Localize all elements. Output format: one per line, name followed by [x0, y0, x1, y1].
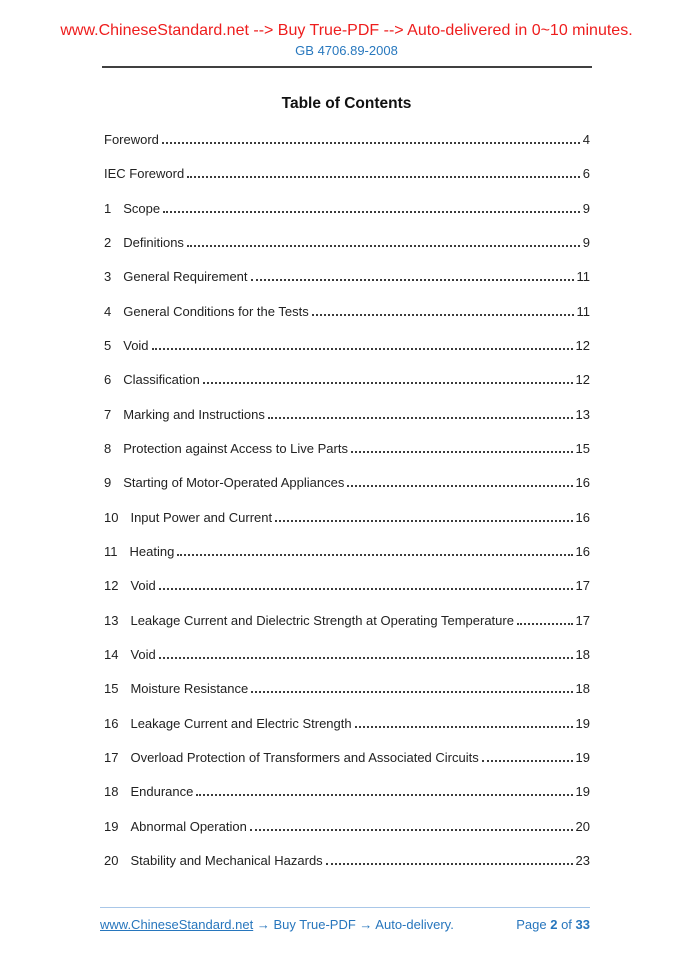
toc-entry-page-number: 9 [582, 200, 590, 216]
toc-entry-page-number: 19 [575, 715, 590, 731]
page-number-total: 33 [575, 917, 590, 932]
dot-leader [517, 622, 573, 625]
toc-entry-page-number: 19 [575, 749, 590, 765]
toc-entry-number: 20 [104, 852, 119, 868]
toc-entry [104, 741, 590, 775]
footer-tagline: → Buy True-PDF → Auto-delivery. [256, 917, 454, 932]
toc-entry-title: Void [130, 578, 156, 594]
toc-entry [104, 157, 590, 191]
page-footer [100, 907, 590, 933]
dot-leader [187, 175, 580, 178]
toc-entry-page-number: 16 [575, 509, 590, 525]
toc-entry-title: Abnormal Operation [130, 818, 247, 834]
toc-entry [104, 226, 590, 260]
standard-code: GB 4706.89-2008 [295, 43, 398, 58]
toc-entry [104, 432, 590, 466]
toc-entry-page-number: 19 [575, 784, 590, 800]
dot-leader [203, 381, 573, 384]
toc-entry-number: 16 [104, 715, 119, 731]
toc-entry [104, 604, 590, 638]
toc-entry-number: 14 [104, 646, 119, 662]
toc-entry-title: Marking and Instructions [123, 406, 265, 422]
dot-leader [177, 553, 572, 556]
toc-entry-title: Stability and Mechanical Hazards [130, 852, 323, 868]
toc-entry-page-number: 11 [576, 303, 590, 319]
dot-leader [152, 347, 573, 350]
toc-entry [104, 295, 590, 329]
toc-entry-number: 9 [104, 475, 112, 491]
dot-leader [355, 725, 573, 728]
toc-entry-page-number: 11 [576, 269, 590, 285]
toc-entry-page-number: 4 [582, 132, 590, 147]
toc-entry [104, 569, 590, 603]
toc-entry [104, 398, 590, 432]
toc-entry-page-number: 9 [582, 234, 590, 250]
toc-entry-title: Protection against Access to Live Parts [123, 440, 348, 456]
footer-link[interactable]: www.ChineseStandard.net [100, 917, 254, 932]
toc-entry [104, 329, 590, 363]
toc-entry-page-number: 13 [575, 406, 590, 422]
dot-leader [159, 656, 573, 659]
toc-entry-page-number: 18 [575, 646, 590, 662]
toc-entry-number: 15 [104, 681, 119, 697]
toc-entry-number: 1 [104, 200, 112, 216]
toc-entry-page-number: 17 [575, 612, 590, 628]
toc-entry-number: 6 [104, 372, 112, 388]
toc-entry-number: 17 [104, 749, 119, 765]
toc-entry-number: 19 [104, 818, 119, 834]
toc-entry-number: 11 [104, 543, 118, 559]
toc-list [104, 123, 590, 878]
toc-entry-title: Leakage Current and Electric Strength [130, 715, 352, 731]
dot-leader [159, 587, 573, 590]
dot-leader [326, 862, 573, 865]
footer-left [100, 916, 454, 933]
toc-entry-title: IEC Foreword [104, 166, 185, 182]
dot-leader [196, 793, 572, 796]
toc-entry-number: 5 [104, 337, 112, 353]
toc-entry [104, 123, 590, 157]
toc-entry-number: 13 [104, 612, 119, 628]
toc-entry-page-number: 23 [575, 852, 590, 868]
dot-leader [268, 416, 573, 419]
promo-banner: www.ChineseStandard.net --> Buy True-PDF --> Auto-delivered in 0~10 minutes. [60, 22, 633, 39]
header-divider [102, 66, 592, 68]
toc-entry-number: 4 [104, 303, 112, 319]
toc-entry [104, 535, 590, 569]
toc-entry-title: Overload Protection of Transformers and Associated Circuits [130, 749, 479, 765]
toc-entry [104, 672, 590, 706]
toc-entry-page-number: 20 [575, 818, 590, 834]
dot-leader [250, 828, 573, 831]
toc-entry-page-number: 16 [575, 543, 590, 559]
toc-entry-page-number: 17 [575, 578, 590, 594]
toc-entry-title: Starting of Motor-Operated Appliances [123, 475, 345, 491]
toc-entry [104, 707, 590, 741]
toc-entry-number: 8 [104, 440, 112, 456]
toc-entry-title: Void [123, 337, 149, 353]
toc-entry [104, 638, 590, 672]
toc-entry-title: Heating [129, 543, 175, 559]
toc-entry-number: 12 [104, 578, 119, 594]
toc-entry-title: Foreword [104, 132, 159, 147]
toc-entry [104, 775, 590, 809]
dot-leader [275, 519, 572, 522]
page-title: Table of Contents [281, 95, 412, 112]
toc-entry-page-number: 12 [575, 337, 590, 353]
toc-entry-title: Endurance [130, 784, 194, 800]
toc-entry [104, 363, 590, 397]
dot-leader [312, 313, 574, 316]
dot-leader [251, 278, 574, 281]
toc-entry-number: 2 [104, 234, 112, 250]
toc-entry [104, 501, 590, 535]
toc-entry-number: 18 [104, 784, 119, 800]
toc-entry-title: Input Power and Current [130, 509, 273, 525]
toc-entry-title: Leakage Current and Dielectric Strength at Operating Temperature [130, 612, 514, 628]
toc-entry-page-number: 16 [575, 475, 590, 491]
toc-entry-title: Definitions [123, 234, 184, 250]
dot-leader [187, 244, 580, 247]
toc-entry [104, 466, 590, 500]
dot-leader [251, 690, 572, 693]
page-indicator [516, 916, 590, 933]
toc-entry-page-number: 12 [575, 372, 590, 388]
toc-entry-title: General Requirement [123, 269, 248, 285]
toc-entry-number: 7 [104, 406, 112, 422]
toc-entry-title: Moisture Resistance [130, 681, 249, 697]
toc-entry-page-number: 15 [575, 440, 590, 456]
toc-entry [104, 844, 590, 878]
toc-entry-number: 3 [104, 269, 112, 285]
page-label: Page [516, 917, 547, 932]
toc-entry-title: Classification [123, 372, 200, 388]
dot-leader [351, 450, 573, 453]
toc-entry [104, 810, 590, 844]
toc-entry [104, 260, 590, 294]
toc-entry-title: General Conditions for the Tests [123, 303, 309, 319]
dot-leader [347, 484, 572, 487]
toc-entry-page-number: 6 [582, 166, 590, 182]
toc-entry [104, 192, 590, 226]
toc-entry-title: Scope [123, 200, 161, 216]
dot-leader [163, 210, 580, 213]
toc-entry-title: Void [130, 646, 156, 662]
dot-leader [162, 141, 580, 144]
dot-leader [482, 759, 573, 762]
page-number-current: 2 [550, 917, 558, 932]
of-label: of [561, 917, 572, 932]
toc-entry-page-number: 18 [575, 681, 590, 697]
toc-entry-number: 10 [104, 509, 119, 525]
